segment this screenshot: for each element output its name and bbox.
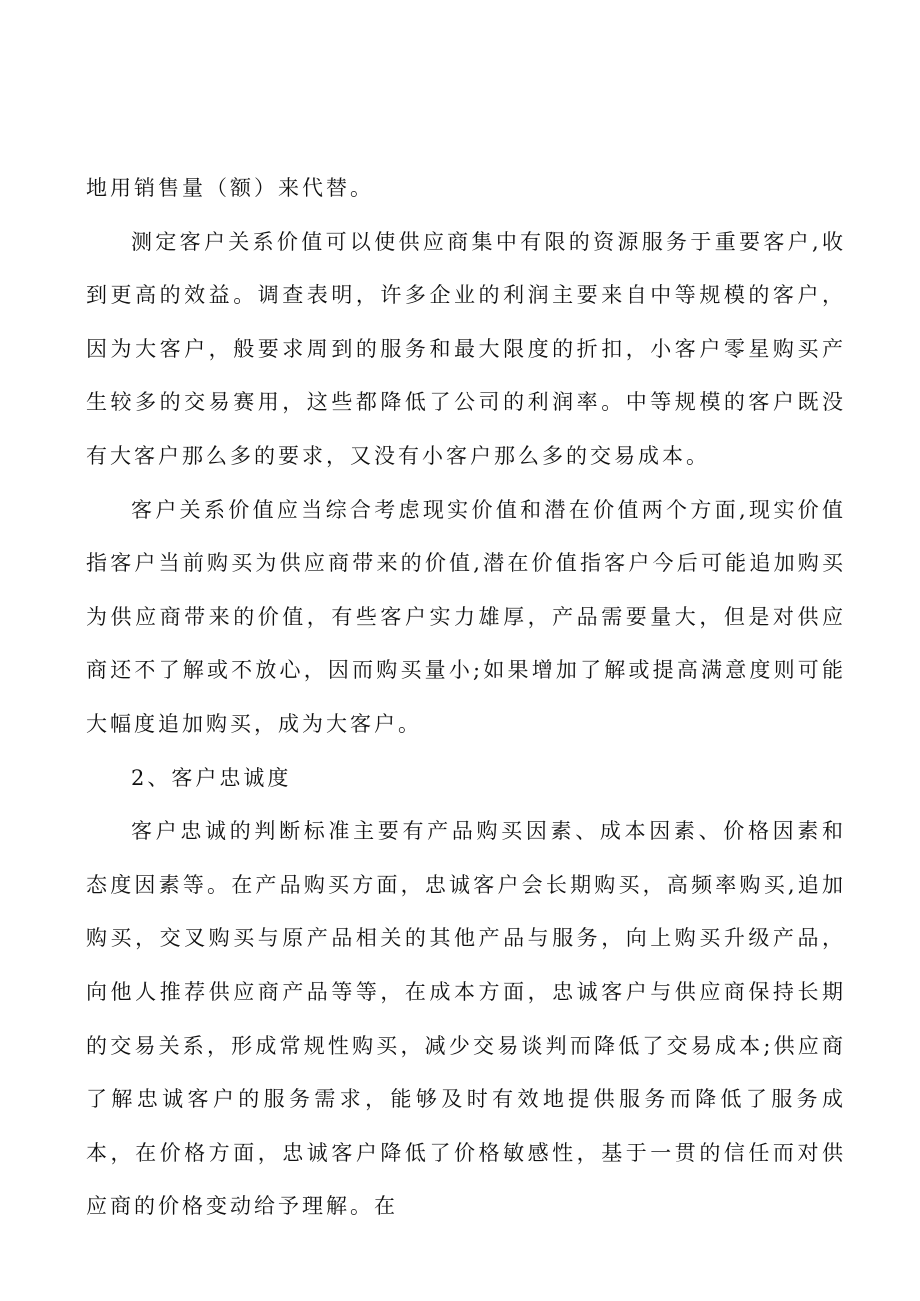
section-heading-customer-loyalty: 2、客户忠诚度 (131, 765, 292, 790)
document-body (86, 162, 846, 1234)
paragraph-realistic-potential-value: 客户关系价值应当综合考虑现实价值和潜在价值两个方面,现实价值指客户当前购买为供应商带来的价值,潜在价值指客户今后可能追加购买为供应商带来的价值，有些客户实力雄厚，产品需要量大，但是对供应商还不了解或不放心，因而购买量小;如果增加了解或提高满意度则可能大幅度追加购买，成为大客户。 (86, 497, 846, 736)
paragraph-loyalty-criteria: 客户忠诚的判断标准主要有产品购买因素、成本因素、价格因素和态度因素等。在产品购买方面，忠诚客户会长期购买，高频率购买,追加购买，交叉购买与原产品相关的其他产品与服务，向上购买升级产品，向他人推荐供应商产品等等，在成本方面，忠诚客户与供应商保持长期的交易关系，形成常规性购买，减少交易谈判而降低了交易成本;供应商了解忠诚客户的服务需求，能够及时有效地提供服务而降低了服务成本，在价格方面，忠诚客户降低了价格敏感性，基于一贯的信任而对供应商的价格变动给予理解。在 (86, 819, 846, 1219)
paragraph-customer-relationship-value: 测定客户关系价值可以使供应商集中有限的资源服务于重要客户,收到更高的效益。调查表明，许多企业的利润主要来自中等规模的客户，因为大客户，般要求周到的服务和最大限度的折扣，小客户零星购买产生较多的交易赛用，这些都降低了公司的利润率。中等规模的客户既没有大客户那么多的要求，又没有小客户那么多的交易成本。 (86, 229, 846, 468)
paragraph-continuation: 地用销售量（额）来代替。 (86, 176, 374, 200)
